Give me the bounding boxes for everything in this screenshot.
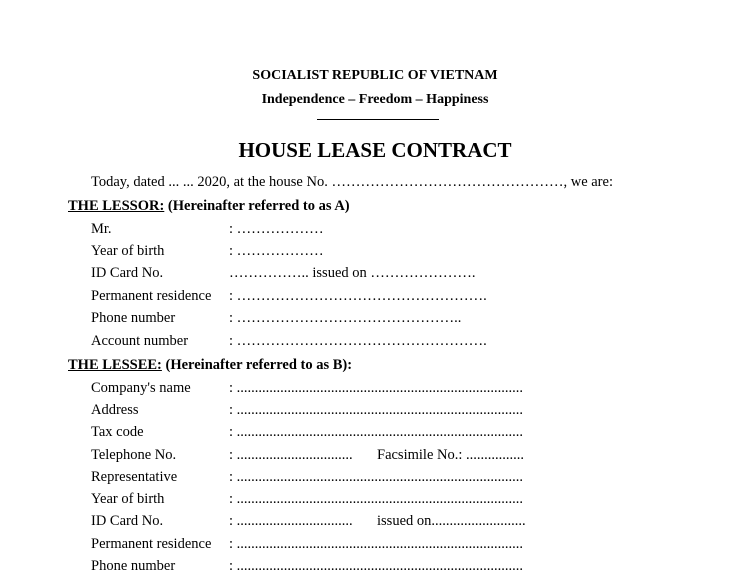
lessor-account-label: Account number (91, 333, 189, 349)
lessor-id-label: ID Card No. (91, 265, 164, 281)
lessor-heading-label: THE LESSOR: (68, 198, 165, 214)
lessee-phone-value: : ............................................................................... (229, 558, 524, 574)
lessee-heading-note: (Hereinafter referred to as B): (165, 357, 353, 373)
national-motto: Independence – Freedom – Happiness (261, 92, 489, 107)
lessee-tax-value: : ............................................................................... (229, 424, 524, 440)
lessor-phone-label: Phone number (91, 310, 176, 326)
lessor-phone-value: : ……………………………………….. (229, 310, 462, 326)
lessee-residence-value: : ............................................................................... (229, 536, 524, 552)
lessee-heading (68, 357, 352, 374)
lessee-id-label: ID Card No. (91, 513, 164, 529)
lessee-telephone-label: Telephone No. (91, 447, 177, 463)
lessor-heading-note: (Hereinafter referred to as A) (167, 198, 350, 214)
lessee-company-label: Company's name (91, 380, 191, 396)
contract-title: HOUSE LEASE CONTRACT (238, 138, 512, 162)
lessor-name-value: : ……………… (229, 221, 324, 237)
lessee-id-issued: issued on.......................... (377, 513, 526, 529)
intro-line: Today, dated ... ... 2020, at the house No. …………………………………………, we are: (91, 174, 613, 190)
lessee-tax-label: Tax code (91, 424, 144, 440)
lessor-residence-value: : ……………………………………………. (229, 288, 487, 304)
lessor-id-value: …………….. issued on …………………. (229, 265, 476, 281)
lessor-residence-label: Permanent residence (91, 288, 212, 304)
lessee-representative-value: : ............................................................................... (229, 469, 524, 485)
lessee-id-value: : ................................ (229, 513, 353, 529)
lessee-address-label: Address (91, 402, 139, 418)
lessee-birth-label: Year of birth (91, 491, 165, 507)
lessee-birth-value: : ............................................................................... (229, 491, 524, 507)
lessee-telephone-value: : ................................ (229, 447, 353, 463)
lessee-phone-label: Phone number (91, 558, 176, 574)
lessee-heading-label: THE LESSEE: (68, 357, 162, 373)
lessee-residence-label: Permanent residence (91, 536, 212, 552)
lessor-name-label: Mr. (91, 221, 112, 237)
heading-divider (317, 119, 439, 120)
lessor-birth-value: : ……………… (229, 243, 324, 259)
lessor-account-value: : ……………………………………………. (229, 333, 487, 349)
country-heading: SOCIALIST REPUBLIC OF VIETNAM (252, 68, 498, 83)
lessee-company-value: : ............................................................................... (229, 380, 524, 396)
lessee-address-value: : ............................................................................... (229, 402, 524, 418)
lessee-facsimile: Facsimile No.: ................ (377, 447, 525, 463)
lessor-birth-label: Year of birth (91, 243, 165, 259)
lessor-heading (68, 198, 350, 215)
lessee-representative-label: Representative (91, 469, 178, 485)
